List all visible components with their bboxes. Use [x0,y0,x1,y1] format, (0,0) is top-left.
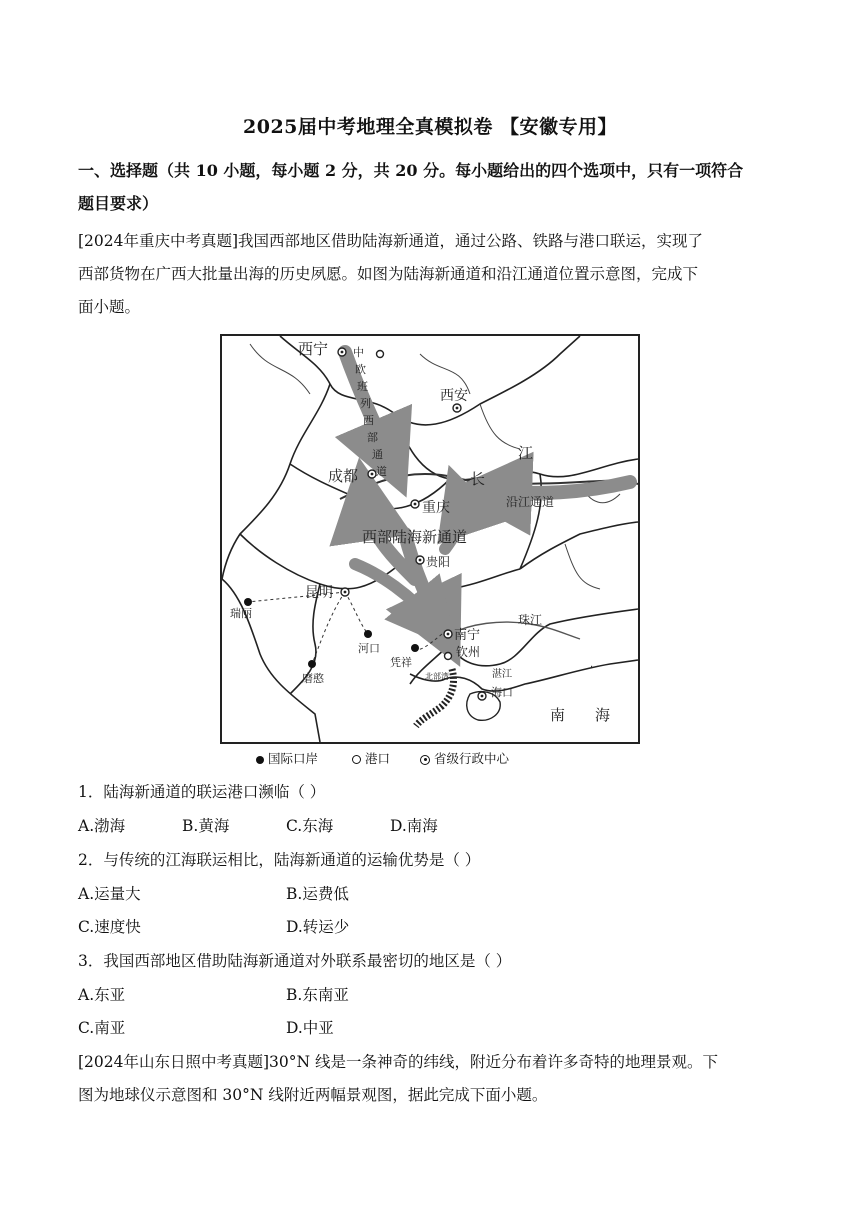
label-qinzhou: 钦州 [456,645,481,659]
q2-option-a: A.运量大 [78,885,141,903]
label-xining: 西宁 [298,340,329,358]
label-zhongou-3: 班 [357,380,368,393]
legend-capital: 省级行政中心 [420,750,509,768]
label-chang: 长 [470,470,486,488]
section-heading-line2: 题目要求） [78,194,159,213]
q2-option-b: B.运费低 [286,885,349,903]
q2-option-c: C.速度快 [78,918,141,936]
q1-stem: 1．陆海新通道的联运港口濒临（ ） [78,783,326,801]
label-hekou: 河口 [358,642,380,655]
label-guiyang: 贵阳 [426,555,451,569]
q1-option-a: A.渤海 [78,817,126,835]
label-zhongou-5: 西 [363,414,374,427]
label-nanhai-hai: 海 [595,706,611,724]
label-zhongou-1: 中 [353,346,364,359]
intro2-line1: [2024年山东日照中考真题]30°N 线是一条神奇的纬线，附近分布着许多奇特的地理景观。下 [78,1053,719,1071]
legend-port: 港口 [352,750,390,768]
filled-dot-icon [256,756,264,764]
label-chongqing: 重庆 [422,500,450,516]
label-zhongou-7: 通 [372,448,383,461]
intro1-line2: 西部货物在广西大批量出海的历史夙愿。如图为陆海新通道和沿江通道位置示意图，完成下 [78,265,699,283]
label-nanhai-nan: 南 [550,706,566,724]
label-xian: 西安 [440,388,468,404]
svg-text:· ·: · · [590,662,600,673]
label-ruili: 瑞丽 [230,607,252,620]
label-haikou: 海口 [491,686,513,699]
intro2-line2: 图为地球仪示意图和 30°N 线附近两幅景观图，据此完成下面小题。 [78,1086,548,1104]
label-zhongou-6: 部 [367,431,378,444]
q2-stem: 2．与传统的江海联运相比，陆海新通道的运输优势是（ ） [78,851,481,869]
label-chengdu: 成都 [328,467,359,485]
label-jiang: 江 [518,444,534,462]
label-zhanjiang: 湛江 [492,669,512,680]
section-heading-line1: 一、选择题（共 10 小题，每小题 2 分，共 20 分。每小题给出的四个选项中，只有一项符合 [78,161,744,180]
q2-option-d: D.转运少 [286,918,350,936]
q3-option-b: B.东南亚 [286,986,349,1004]
q1-option-d: D.南海 [390,817,438,835]
q3-stem: 3．我国西部地区借助陆海新通道对外联系最密切的地区是（ ） [78,952,512,970]
q3-option-a: A.东亚 [78,986,126,1004]
label-along-river: 沿江通道 [506,495,555,509]
label-zhongou-2: 欧 [355,363,366,376]
page-title: 2025届中考地理全真模拟卷 【安徽专用】 [243,116,617,138]
channel-map [220,334,640,744]
q3-option-d: D.中亚 [286,1019,334,1037]
label-nanning: 南宁 [454,628,481,643]
label-beibu: 北部湾 [425,672,449,681]
label-zhongou-4: 列 [360,397,371,410]
dotted-circle-icon [420,755,430,765]
label-kunming: 昆明 [305,585,333,601]
q1-option-b: B.黄海 [182,817,230,835]
label-west-channel: 西部陆海新通道 [362,528,468,546]
legend-intl-port: 国际口岸 [256,750,318,768]
open-circle-icon [352,755,361,764]
intro1-line1: [2024年重庆中考真题]我国西部地区借助陆海新通道，通过公路、铁路与港口联运，实现了 [78,232,704,250]
label-mohan: 磨憨 [302,672,324,685]
label-pingxiang: 凭祥 [390,656,412,669]
q3-option-c: C.南亚 [78,1019,126,1037]
label-zhongou-8: 道 [376,465,387,478]
intro1-line3: 面小题。 [78,298,141,316]
label-zhujiang: 珠江 [518,613,543,627]
q1-option-c: C.东海 [286,817,334,835]
